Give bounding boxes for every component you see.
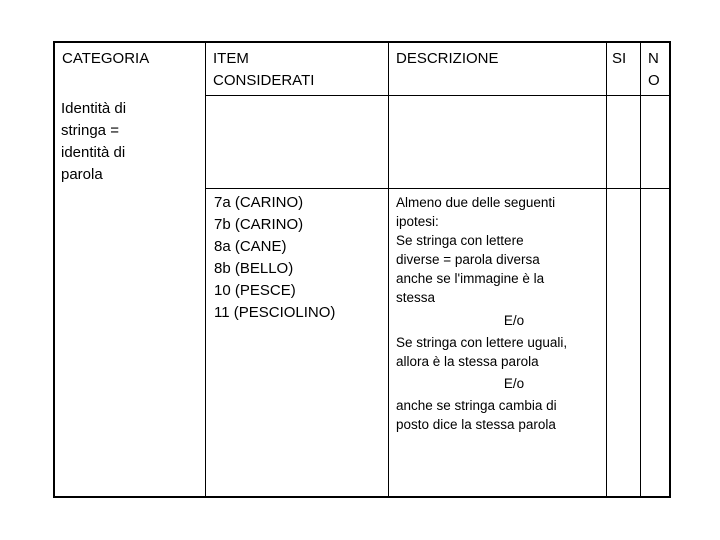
header-item-considerati (213, 48, 314, 92)
header-no-line: N (648, 50, 659, 67)
item-entry: 8a (CANE) (214, 238, 287, 255)
category-label (61, 98, 126, 186)
item-entry: 10 (PESCE) (214, 282, 296, 299)
item-entry: 7a (CARINO) (214, 194, 304, 211)
description-line: posto dice la stessa parola (396, 417, 556, 432)
row-divider (205, 188, 669, 189)
category-line: stringa = (61, 122, 119, 139)
column-divider (388, 43, 389, 496)
header-item-line: ITEM (213, 50, 249, 67)
column-divider (606, 43, 607, 496)
column-divider (205, 43, 206, 496)
description-line: allora è la stessa parola (396, 354, 539, 369)
description-line: Se stringa con lettere (396, 233, 524, 248)
item-entry: 11 (PESCIOLINO) (214, 304, 336, 321)
description-line: Se stringa con lettere uguali, (396, 335, 568, 350)
column-divider (640, 43, 641, 496)
header-si: SI (612, 50, 627, 67)
description-line: anche se l'immagine è la (396, 271, 545, 286)
description-line: diverse = parola diversa (396, 252, 540, 267)
header-no-line: O (648, 72, 660, 89)
header-item-line: CONSIDERATI (213, 72, 315, 89)
header-categoria: CATEGORIA (62, 50, 150, 67)
description-text (396, 193, 604, 434)
category-line: Identità di (61, 100, 127, 117)
description-line: stessa (396, 290, 436, 305)
description-line: ipotesi: (396, 214, 439, 229)
item-entry: 8b (BELLO) (214, 260, 294, 277)
description-line: Almeno due delle seguenti (396, 195, 556, 210)
items-list (214, 192, 335, 324)
category-line: identità di (61, 144, 126, 161)
item-entry: 7b (CARINO) (214, 216, 304, 233)
evaluation-table (53, 41, 671, 498)
category-line: parola (61, 166, 103, 183)
header-no (648, 48, 660, 92)
description-connector: E/o (503, 313, 525, 328)
description-line: anche se stringa cambia di (396, 398, 557, 413)
description-connector: E/o (503, 376, 525, 391)
row-divider (205, 95, 669, 96)
header-descrizione: DESCRIZIONE (396, 50, 499, 67)
